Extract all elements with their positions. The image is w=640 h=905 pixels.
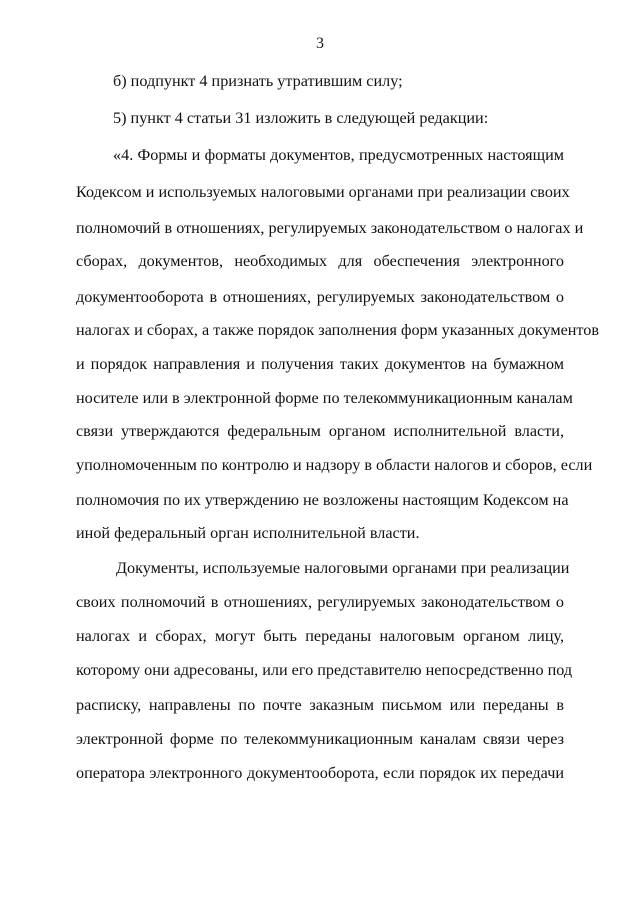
text-line: «4. Формы и форматы документов, предусмотренных настоящим <box>113 146 564 164</box>
text-line: носителе или в электронной форме по телекоммуникационным каналам <box>76 389 573 407</box>
text-line: Кодексом и используемых налоговыми органами при реализации своих <box>76 183 570 201</box>
text-line: сборах, документов, необходимых для обеспечения электронного <box>76 252 564 270</box>
text-line: своих полномочий в отношениях, регулируемых законодательством о <box>76 593 564 611</box>
text-line: уполномоченным по контролю и надзору в области налогов и сборов, если <box>76 456 593 474</box>
text-line: связи утверждаются федеральным органом исполнительной власти, <box>76 422 564 440</box>
text-line: полномочий в отношениях, регулируемых законодательством о налогах и <box>76 219 584 237</box>
text-line: 5) пункт 4 статьи 31 изложить в следующей редакции: <box>113 109 489 127</box>
text-line: и порядок направления и получения таких документов на бумажном <box>76 355 564 373</box>
text-line: электронной форме по телекоммуникационным каналам связи через <box>76 730 564 748</box>
text-line: б) подпункт 4 признать утратившим силу; <box>113 72 403 90</box>
text-line: Документы, используемые налоговыми органами при реализации <box>116 559 570 577</box>
page-number: 3 <box>316 35 324 52</box>
text-line: которому они адресованы, или его представителю непосредственно под <box>76 661 573 679</box>
text-line: оператора электронного документооборота, если порядок их передачи <box>76 764 564 782</box>
text-line: иной федеральный орган исполнительной власти. <box>76 524 420 542</box>
text-line: полномочия по их утверждению не возложены настоящим Кодексом на <box>76 491 569 509</box>
text-line: налогах и сборах, а также порядок заполнения форм указанных документов <box>76 321 600 339</box>
text-line: налогах и сборах, могут быть переданы налоговым органом лицу, <box>76 627 564 645</box>
text-line: расписку, направлены по почте заказным письмом или переданы в <box>76 696 564 714</box>
text-line: документооборота в отношениях, регулируемых законодательством о <box>76 288 564 306</box>
